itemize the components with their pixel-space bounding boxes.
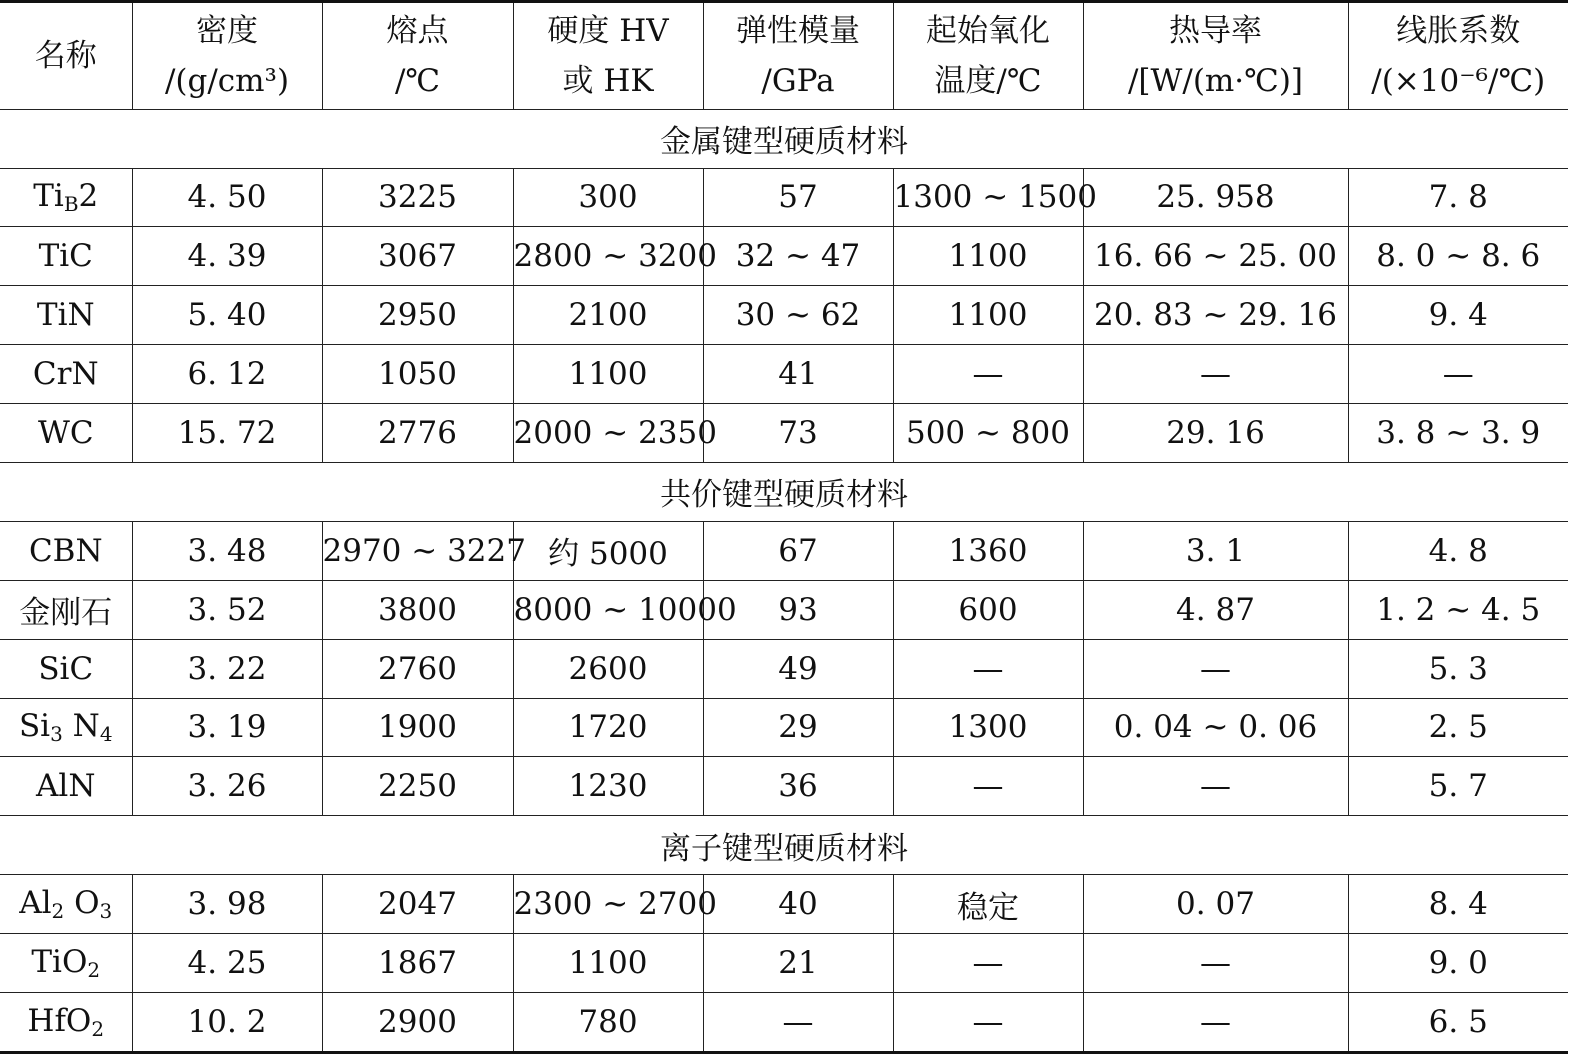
table-row	[0, 757, 1568, 816]
cell-name	[0, 875, 132, 934]
formula-subscript: 2	[87, 958, 101, 983]
header-row	[0, 2, 1568, 110]
cell-hardness: 8000 ~ 10000	[513, 580, 703, 639]
header-elastic-modulus-line2: /GPa	[761, 62, 835, 99]
formula-part: Ti	[33, 178, 64, 215]
cell-name	[0, 286, 132, 345]
table-row	[0, 992, 1568, 1052]
cell-oxidation-temp: 1100	[893, 286, 1083, 345]
cell-melting-point: 2047	[322, 875, 513, 934]
table-row	[0, 875, 1568, 934]
formula-part: TiO	[31, 944, 88, 981]
cell-hardness: 2600	[513, 639, 703, 698]
formula-part: TiN	[36, 297, 95, 334]
cell-hardness: 1720	[513, 698, 703, 757]
cell-thermal-conductivity: 3. 1	[1083, 521, 1348, 580]
cell-melting-point: 2760	[322, 639, 513, 698]
cell-name	[0, 934, 132, 993]
cell-oxidation-temp: 500 ~ 800	[893, 404, 1083, 463]
header-thermal-conductivity-line1: 热导率	[1169, 12, 1262, 49]
cell-melting-point: 2900	[322, 992, 513, 1052]
table-row	[0, 345, 1568, 404]
formula-part: CBN	[28, 532, 103, 569]
cell-elastic-modulus: 21	[703, 934, 893, 993]
section-title: 金属键型硬质材料	[0, 109, 1568, 168]
header-name	[0, 2, 132, 110]
cell-expansion-coefficient: 1. 2 ~ 4. 5	[1348, 580, 1568, 639]
formula-subscript: 4	[99, 722, 113, 747]
cell-density: 3. 19	[132, 698, 322, 757]
formula-subscript: 2	[91, 1016, 105, 1041]
cell-hardness: 1230	[513, 757, 703, 816]
header-melting-point-line1: 熔点	[386, 12, 449, 49]
cell-elastic-modulus: 41	[703, 345, 893, 404]
cell-name	[0, 580, 132, 639]
cell-melting-point: 1867	[322, 934, 513, 993]
cell-hardness: 约 5000	[513, 521, 703, 580]
header-oxidation-temp	[893, 2, 1083, 110]
header-hardness	[513, 2, 703, 110]
cell-oxidation-temp: 稳定	[893, 875, 1083, 934]
cell-oxidation-temp: 1300 ~ 1500	[893, 168, 1083, 227]
formula-part: N	[62, 708, 100, 745]
cell-expansion-coefficient: 3. 8 ~ 3. 9	[1348, 404, 1568, 463]
cell-name	[0, 992, 132, 1052]
cell-elastic-modulus: 93	[703, 580, 893, 639]
cell-melting-point: 3800	[322, 580, 513, 639]
header-density	[132, 2, 322, 110]
formula-part: AlN	[36, 768, 96, 805]
cell-density: 10. 2	[132, 992, 322, 1052]
cell-melting-point: 3225	[322, 168, 513, 227]
cell-density: 6. 12	[132, 345, 322, 404]
header-thermal-conductivity-line2: /[W/(m·℃)]	[1127, 62, 1304, 99]
table-row	[0, 286, 1568, 345]
cell-melting-point: 1900	[322, 698, 513, 757]
cell-oxidation-temp: 1100	[893, 227, 1083, 286]
header-oxidation-temp-line2: 温度/℃	[934, 62, 1042, 99]
header-thermal-conductivity	[1083, 2, 1348, 110]
cell-thermal-conductivity: 29. 16	[1083, 404, 1348, 463]
formula-part: 2	[78, 178, 99, 215]
cell-elastic-modulus: 40	[703, 875, 893, 934]
cell-density: 3. 98	[132, 875, 322, 934]
formula-part: WC	[37, 415, 94, 452]
table-row	[0, 639, 1568, 698]
section-row	[0, 462, 1568, 521]
cell-name	[0, 345, 132, 404]
cell-name	[0, 757, 132, 816]
table-row	[0, 404, 1568, 463]
table-row	[0, 580, 1568, 639]
formula-part: O	[64, 885, 100, 922]
cell-hardness: 780	[513, 992, 703, 1052]
cell-name	[0, 639, 132, 698]
table-row	[0, 698, 1568, 757]
cell-expansion-coefficient: 7. 8	[1348, 168, 1568, 227]
cell-expansion-coefficient: 6. 5	[1348, 992, 1568, 1052]
cell-melting-point: 3067	[322, 227, 513, 286]
cell-hardness: 300	[513, 168, 703, 227]
cell-density: 4. 50	[132, 168, 322, 227]
cell-hardness: 1100	[513, 934, 703, 993]
cell-elastic-modulus: 32 ~ 47	[703, 227, 893, 286]
cell-name	[0, 168, 132, 227]
cell-hardness: 1100	[513, 345, 703, 404]
cell-density: 3. 22	[132, 639, 322, 698]
cell-oxidation-temp: 600	[893, 580, 1083, 639]
header-elastic-modulus	[703, 2, 893, 110]
cell-name	[0, 404, 132, 463]
table-body	[0, 2, 1568, 1053]
header-hardness-line2: 或 HK	[562, 62, 654, 99]
cell-expansion-coefficient: 5. 3	[1348, 639, 1568, 698]
cell-melting-point: 2776	[322, 404, 513, 463]
table-row	[0, 227, 1568, 286]
header-hardness-line1: 硬度 HV	[547, 12, 669, 49]
cell-density: 5. 40	[132, 286, 322, 345]
formula-subscript: B	[63, 192, 79, 217]
formula-part: Al	[19, 885, 52, 922]
cell-oxidation-temp: —	[893, 992, 1083, 1052]
header-expansion-coefficient-line2: /(×10⁻⁶/℃)	[1371, 62, 1546, 99]
cell-thermal-conductivity: 4. 87	[1083, 580, 1348, 639]
formula-part: SiC	[38, 650, 94, 687]
cell-oxidation-temp: —	[893, 345, 1083, 404]
cell-expansion-coefficient: 8. 0 ~ 8. 6	[1348, 227, 1568, 286]
formula-part: Si	[18, 708, 51, 745]
header-density-line1: 密度	[196, 12, 258, 49]
table-row	[0, 168, 1568, 227]
cell-elastic-modulus: 29	[703, 698, 893, 757]
cell-expansion-coefficient: 2. 5	[1348, 698, 1568, 757]
cell-elastic-modulus: 49	[703, 639, 893, 698]
cell-thermal-conductivity: —	[1083, 639, 1348, 698]
cell-oxidation-temp: —	[893, 757, 1083, 816]
header-expansion-coefficient	[1348, 2, 1568, 110]
header-expansion-coefficient-line1: 线胀系数	[1396, 12, 1521, 49]
cell-hardness: 2100	[513, 286, 703, 345]
cell-thermal-conductivity: —	[1083, 757, 1348, 816]
cell-expansion-coefficient: 8. 4	[1348, 875, 1568, 934]
cell-oxidation-temp: 1300	[893, 698, 1083, 757]
cell-thermal-conductivity: 20. 83 ~ 29. 16	[1083, 286, 1348, 345]
section-row	[0, 109, 1568, 168]
section-title: 离子键型硬质材料	[0, 816, 1568, 875]
cell-elastic-modulus: 67	[703, 521, 893, 580]
cell-melting-point: 2250	[322, 757, 513, 816]
cell-name	[0, 227, 132, 286]
cell-density: 3. 52	[132, 580, 322, 639]
formula-subscript: 2	[51, 899, 65, 924]
cell-elastic-modulus: 30 ~ 62	[703, 286, 893, 345]
cell-oxidation-temp: 1360	[893, 521, 1083, 580]
cell-elastic-modulus: 73	[703, 404, 893, 463]
cell-thermal-conductivity: 0. 04 ~ 0. 06	[1083, 698, 1348, 757]
cell-melting-point: 1050	[322, 345, 513, 404]
header-oxidation-temp-line1: 起始氧化	[926, 12, 1050, 49]
cell-density: 3. 48	[132, 521, 322, 580]
cell-melting-point: 2950	[322, 286, 513, 345]
cell-expansion-coefficient: 9. 4	[1348, 286, 1568, 345]
formula-subscript: 3	[99, 899, 113, 924]
cell-density: 3. 26	[132, 757, 322, 816]
formula-subscript: 3	[50, 722, 63, 747]
cell-thermal-conductivity: —	[1083, 345, 1348, 404]
cell-thermal-conductivity: 25. 958	[1083, 168, 1348, 227]
formula-part: 金刚石	[19, 595, 113, 632]
cell-oxidation-temp: —	[893, 639, 1083, 698]
cell-thermal-conductivity: —	[1083, 992, 1348, 1052]
formula-part: HfO	[27, 1002, 92, 1039]
cell-expansion-coefficient: 5. 7	[1348, 757, 1568, 816]
table-row	[0, 934, 1568, 993]
formula-part: TiC	[38, 238, 93, 275]
cell-name	[0, 698, 132, 757]
header-melting-point-line2: /℃	[394, 62, 441, 99]
header-melting-point	[322, 2, 513, 110]
cell-name	[0, 521, 132, 580]
cell-oxidation-temp: —	[893, 934, 1083, 993]
cell-elastic-modulus: 36	[703, 757, 893, 816]
cell-expansion-coefficient: 4. 8	[1348, 521, 1568, 580]
formula-part: CrN	[32, 356, 99, 393]
table-row	[0, 521, 1568, 580]
section-title: 共价键型硬质材料	[0, 462, 1568, 521]
cell-expansion-coefficient: 9. 0	[1348, 934, 1568, 993]
cell-hardness: 2800 ~ 3200	[513, 227, 703, 286]
section-row	[0, 816, 1568, 875]
cell-expansion-coefficient: —	[1348, 345, 1568, 404]
cell-elastic-modulus: —	[703, 992, 893, 1052]
cell-melting-point: 2970 ~ 3227	[322, 521, 513, 580]
cell-density: 4. 39	[132, 227, 322, 286]
header-density-line2: /(g/cm³)	[164, 62, 290, 99]
cell-hardness: 2000 ~ 2350	[513, 404, 703, 463]
cell-thermal-conductivity: 0. 07	[1083, 875, 1348, 934]
cell-hardness: 2300 ~ 2700	[513, 875, 703, 934]
cell-density: 4. 25	[132, 934, 322, 993]
cell-thermal-conductivity: 16. 66 ~ 25. 00	[1083, 227, 1348, 286]
cell-thermal-conductivity: —	[1083, 934, 1348, 993]
cell-elastic-modulus: 57	[703, 168, 893, 227]
header-elastic-modulus-line1: 弹性模量	[736, 12, 860, 49]
header-name-line1: 名称	[34, 37, 97, 74]
cell-density: 15. 72	[132, 404, 322, 463]
